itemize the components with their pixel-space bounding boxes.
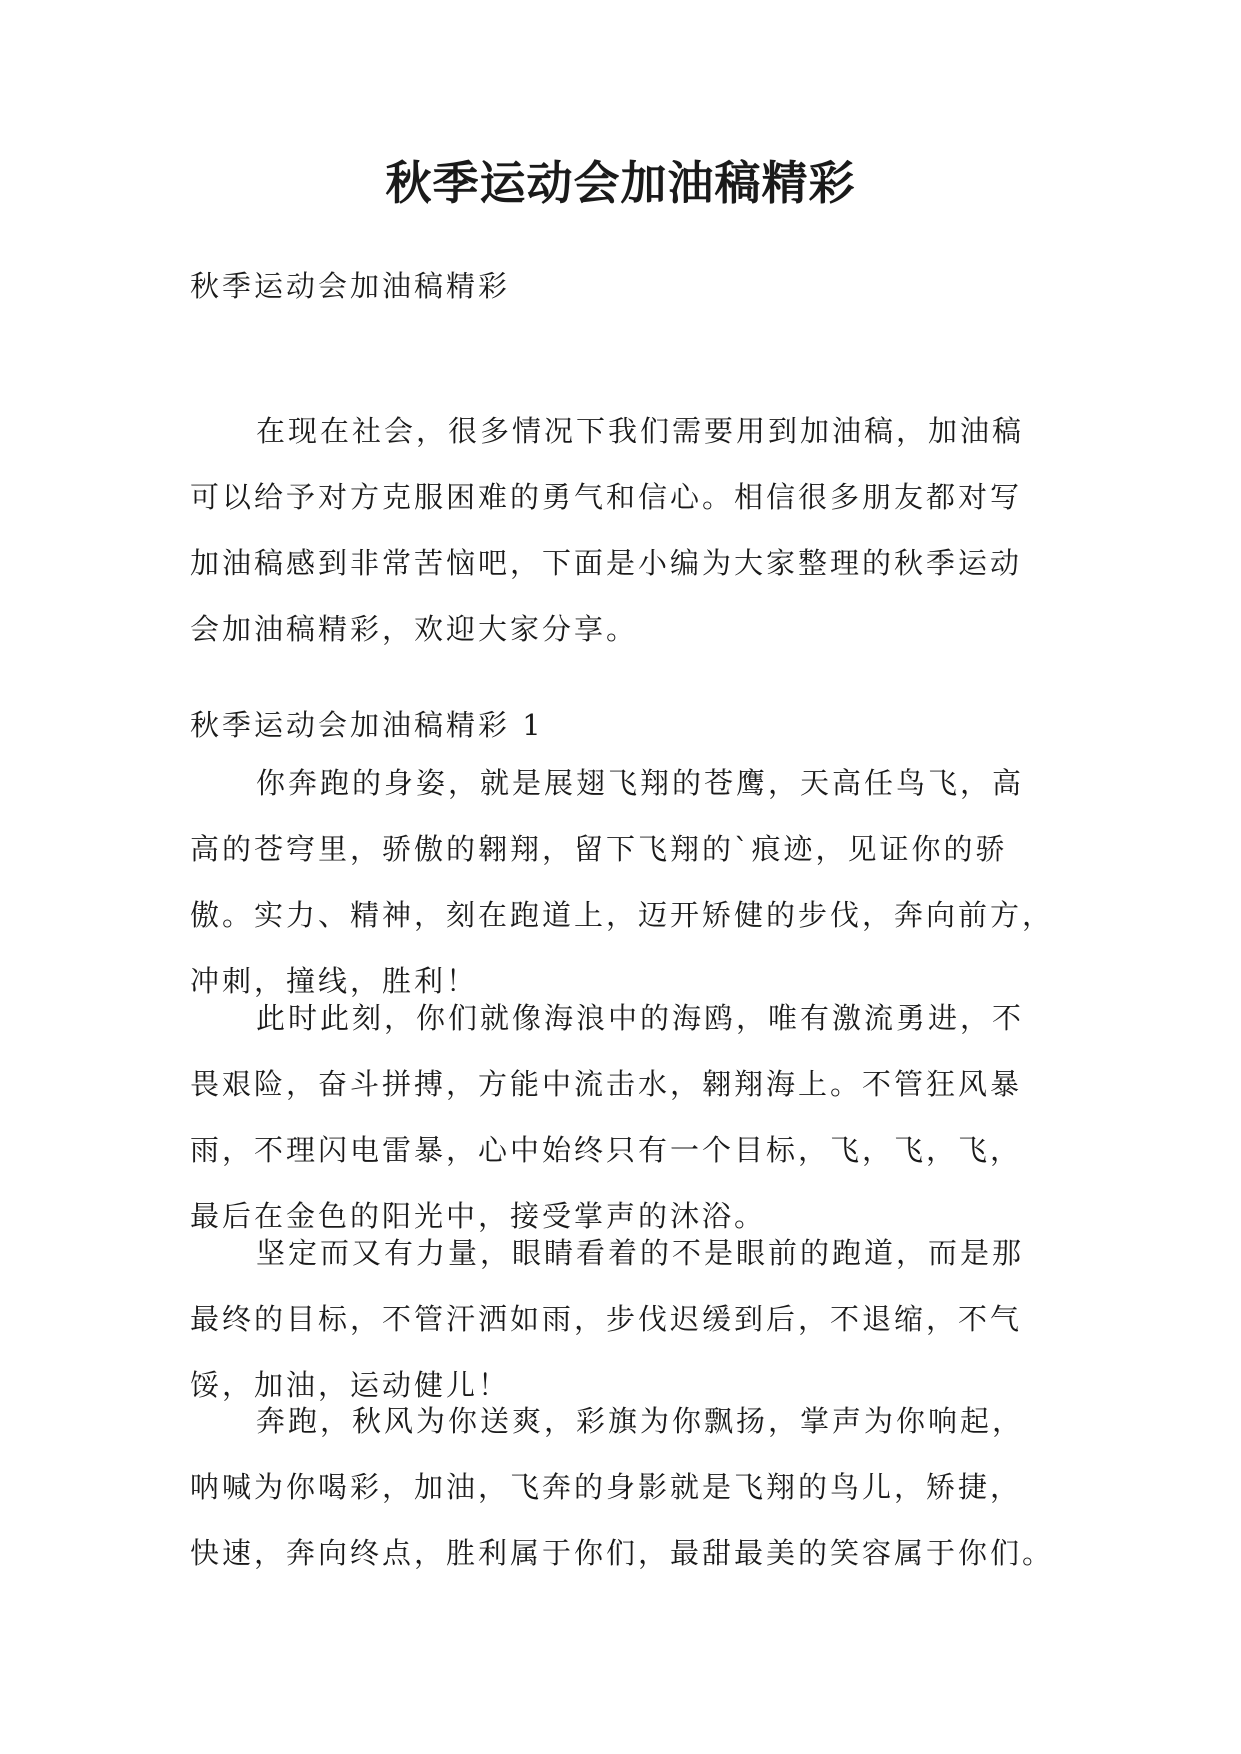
paragraph-1-line-3: 傲。实力、精神，刻在跑道上，迈开矫健的步伐，奔向前方，: [190, 898, 1055, 932]
subtitle-line: 秋季运动会加油稿精彩: [190, 269, 511, 303]
paragraph-1: [190, 750, 1055, 1014]
intro-line-4: 会加油稿精彩，欢迎大家分享。: [190, 612, 639, 646]
paragraph-4: [190, 1388, 1055, 1586]
paragraph-1-line-4: 冲刺，撞线，胜利！: [190, 964, 479, 998]
paragraph-3-line-1: 坚定而又有力量，眼睛看着的不是眼前的跑道，而是那: [256, 1236, 1025, 1270]
intro-paragraph: [190, 398, 1052, 662]
paragraph-4-line-2: 呐喊为你喝彩，加油，飞奔的身影就是飞翔的鸟儿，矫捷，: [190, 1470, 1023, 1504]
paragraph-4-line-3: 快速，奔向终点，胜利属于你们，最甜最美的笑容属于你们。: [190, 1536, 1055, 1570]
paragraph-3-line-3: 馁，加油，运动健儿！: [190, 1368, 511, 1402]
paragraph-1-line-2: 高的苍穹里，骄傲的翱翔，留下飞翔的`痕迹，见证你的骄: [190, 832, 1008, 866]
paragraph-2-line-3: 雨，不理闪电雷暴，心中始终只有一个目标，飞，飞，飞，: [190, 1133, 1023, 1167]
document-title: 秋季运动会加油稿精彩: [385, 156, 856, 210]
paragraph-2-line-1: 此时此刻，你们就像海浪中的海鸥，唯有激流勇进，不: [256, 1001, 1025, 1035]
paragraph-2: [190, 985, 1052, 1249]
document-subtitle: [190, 253, 1052, 319]
intro-line-2: 可以给予对方克服困难的勇气和信心。相信很多朋友都对写: [190, 480, 1023, 514]
paragraph-3-line-2: 最终的目标，不管汗洒如雨，步伐迟缓到后，不退缩，不气: [190, 1302, 1023, 1336]
paragraph-4-line-1: 奔跑，秋风为你送爽，彩旗为你飘扬，掌声为你响起，: [256, 1404, 1025, 1438]
intro-line-1: 在现在社会，很多情况下我们需要用到加油稿，加油稿: [256, 414, 1025, 448]
intro-line-3: 加油稿感到非常苦恼吧，下面是小编为大家整理的秋季运动: [190, 546, 1023, 580]
paragraph-2-line-4: 最后在金色的阳光中，接受掌声的沐浴。: [190, 1199, 767, 1233]
paragraph-1-line-1: 你奔跑的身姿，就是展翅飞翔的苍鹰，天高任鸟飞，高: [256, 766, 1025, 800]
section-heading-text: 秋季运动会加油稿精彩 1: [190, 708, 544, 742]
paragraph-2-line-2: 畏艰险，奋斗拼搏，方能中流击水，翱翔海上。不管狂风暴: [190, 1067, 1023, 1101]
section-heading: [190, 692, 1052, 758]
